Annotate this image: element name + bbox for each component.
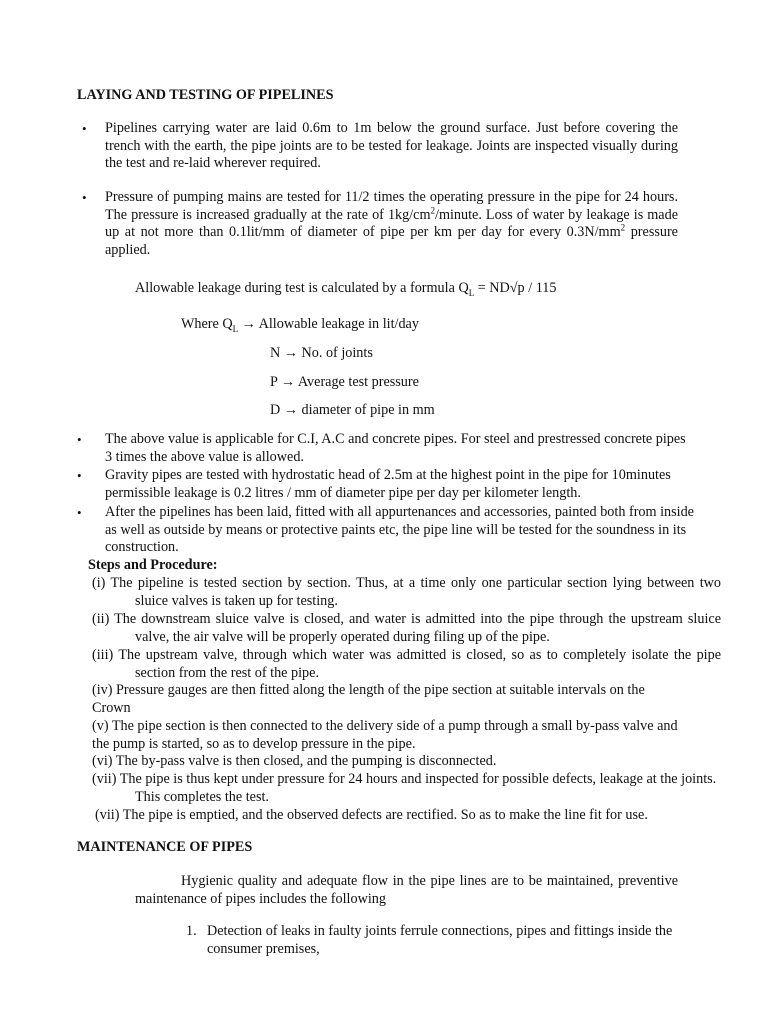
bullet-glyph: • <box>82 121 87 136</box>
where-line <box>181 316 419 333</box>
step-item: (iii) The upstream valve, through which water was admitted is closed, so as to completely isolate the pipe section from the rest of the pipe. <box>92 647 721 681</box>
text-run: = ND√p / 115 <box>474 280 557 296</box>
bullet-paragraph <box>105 189 678 259</box>
bullet-glyph: • <box>77 468 82 483</box>
maintenance-paragraph: Hygienic quality and adequate flow in the pipe lines are to be maintained, preventive maintenance of pipes includes the following <box>135 873 678 907</box>
bullet-glyph: • <box>77 432 82 447</box>
step-item: (vii) The pipe is thus kept under pressure for 24 hours and inspected for possible defects, leakage at the joints. This completes the test. <box>92 771 717 805</box>
definition-line: P → Average test pressure <box>270 374 419 390</box>
step-item: (vii) The pipe is emptied, and the observed defects are rectified. So as to make the line fit for use. <box>95 807 648 823</box>
bullet-glyph: • <box>82 190 87 205</box>
text-run: Pressure of pumping mains are tested for 11/2 times the operating pressure in the pipe for 24 hours. The pressure is increased gradually at the rate of 1kg/cm <box>105 189 678 223</box>
step-item: (v) The pipe section is then connected to the delivery side of a pump through a small by-pass valve and the pump is started, so as to develop pressure in the pipe. <box>92 718 678 752</box>
bullet-paragraph: After the pipelines has been laid, fitted with all appurtenances and accessories, painted both from inside as well as outside by means or protective paints etc, the pipe line will be tested for the soundness in its construction. <box>105 504 694 555</box>
bullet-glyph: • <box>77 505 82 520</box>
step-item: (i) The pipeline is tested section by section. Thus, at a time only one particular section lying between two sluice valves is taken up for testing. <box>92 575 721 609</box>
list-item: Detection of leaks in faulty joints ferrule connections, pipes and fittings inside the consumer premises, <box>207 923 673 957</box>
step-item: (vi) The by-pass valve is then closed, and the pumping is disconnected. <box>92 753 497 769</box>
bullet-paragraph: Gravity pipes are tested with hydrostatic head of 2.5m at the highest point in the pipe for 10minutes permissible leakage is 0.2 litres / mm of diameter pipe per day per kilometer length. <box>105 467 671 501</box>
text-run: pressure applied. <box>105 224 678 258</box>
step-item: (iv) Pressure gauges are then fitted along the length of the pipe section at suitable intervals on the Crown <box>92 682 645 716</box>
bullet-paragraph: Pipelines carrying water are laid 0.6m to 1m below the ground surface. Just before covering the trench with the earth, the pipe joints are to be tested for leakage. Joints are inspected visually during the test and re-laid wherever required. <box>105 120 678 171</box>
definition-line: D → diameter of pipe in mm <box>270 402 435 418</box>
list-number: 1. <box>186 923 197 939</box>
text-run: → Allowable leakage in lit/day <box>238 316 419 332</box>
text-run: Allowable leakage during test is calculated by a formula Q <box>135 280 469 296</box>
text-run: /minute. Loss of water by leakage is made up at not more than 0.1lit/mm of diameter of pipe per km per day for every 0.3N/mm <box>105 206 678 240</box>
definition-line: N → No. of joints <box>270 345 373 361</box>
step-item: (ii) The downstream sluice valve is closed, and water is admitted into the pipe through the upstream sluice valve, the air valve will be properly operated during filing up of the pipe. <box>92 611 721 645</box>
superscript: 2 <box>620 222 626 233</box>
subscript: L <box>468 287 475 298</box>
superscript: 2 <box>430 204 435 215</box>
text-run: Where Q <box>181 316 233 332</box>
section-heading-maintenance: MAINTENANCE OF PIPES <box>77 839 253 855</box>
subscript: L <box>232 323 239 334</box>
section-heading-laying-testing: LAYING AND TESTING OF PIPELINES <box>77 87 334 103</box>
steps-heading: Steps and Procedure: <box>88 557 218 573</box>
bullet-paragraph: The above value is applicable for C.I, A.C and concrete pipes. For steel and prestressed concrete pipes 3 times the above value is allowed. <box>105 431 686 465</box>
formula-line <box>135 280 556 297</box>
